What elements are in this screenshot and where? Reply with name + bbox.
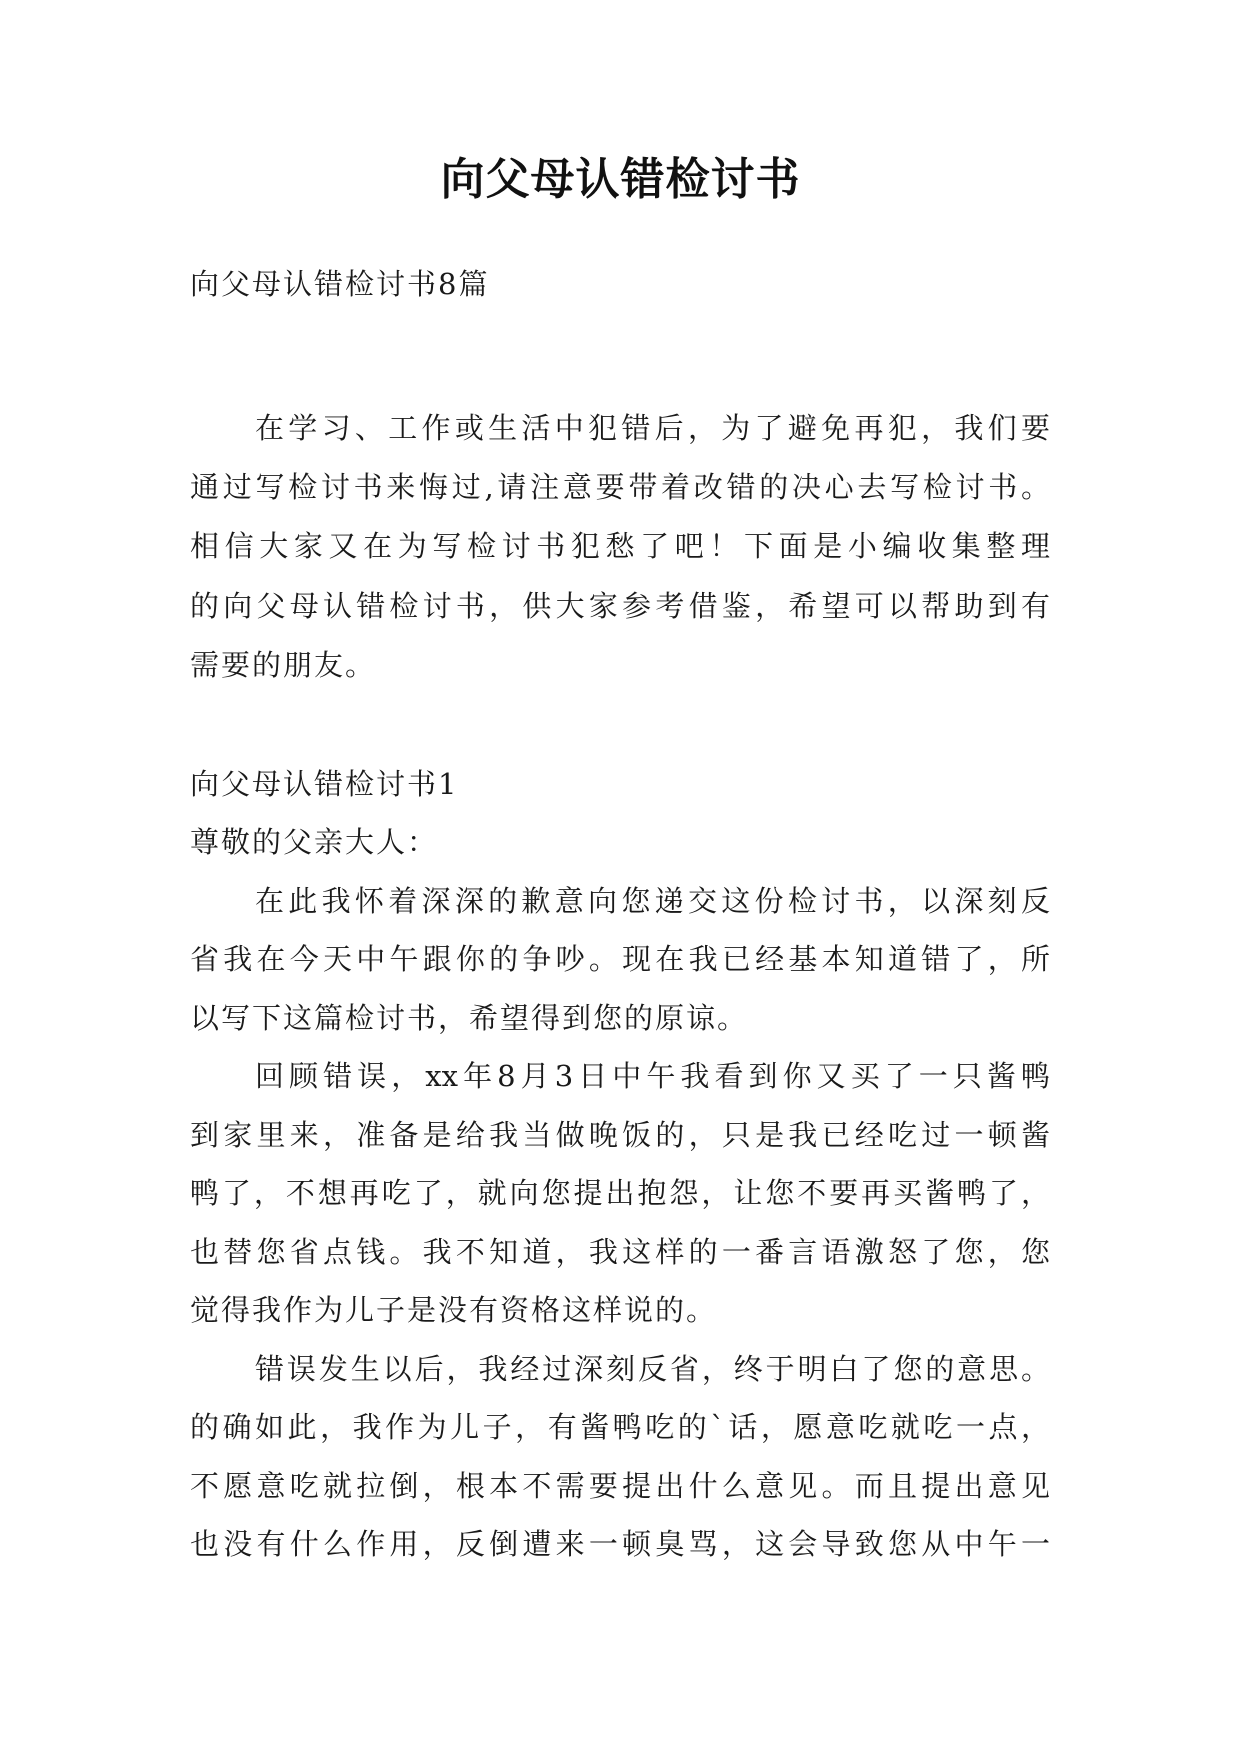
intro-line: 相信大家又在为写检讨书犯愁了吧！下面是小编收集整理 bbox=[190, 529, 1050, 563]
intro-line: 通过写检讨书来悔过,请注意要带着改错的决心去写检讨书。 bbox=[190, 470, 1050, 504]
paragraph-line: 到家里来，准备是给我当做晚饭的，只是我已经吃过一顿酱 bbox=[190, 1118, 1050, 1152]
paragraph-line: 省我在今天中午跟你的争吵。现在我已经基本知道错了，所 bbox=[190, 942, 1050, 976]
paragraph-line: 在此我怀着深深的歉意向您递交这份检讨书，以深刻反 bbox=[255, 884, 1050, 918]
paragraph-line: 以写下这篇检讨书，希望得到您的原谅。 bbox=[190, 1001, 749, 1035]
paragraph-line: 也替您省点钱。我不知道，我这样的一番言语激怒了您，您 bbox=[190, 1235, 1050, 1269]
paragraph-line: 鸭了，不想再吃了，就向您提出抱怨，让您不要再买酱鸭了， bbox=[190, 1176, 1050, 1210]
paragraph-line: 觉得我作为儿子是没有资格这样说的。 bbox=[190, 1293, 718, 1327]
paragraph-line: 错误发生以后，我经过深刻反省，终于明白了您的意思。 bbox=[255, 1352, 1050, 1386]
intro-line: 需要的朋友。 bbox=[190, 648, 377, 682]
intro-line: 在学习、工作或生活中犯错后，为了避免再犯，我们要 bbox=[255, 411, 1050, 445]
paragraph-line: 的确如此，我作为儿子，有酱鸭吃的`话，愿意吃就吃一点， bbox=[190, 1410, 1050, 1444]
paragraph-line: 回顾错误，xx年8月3日中午我看到你又买了一只酱鸭 bbox=[255, 1059, 1050, 1093]
paragraph-line: 也没有什么作用，反倒遭来一顿臭骂，这会导致您从中午一 bbox=[190, 1527, 1050, 1561]
salutation: 尊敬的父亲大人： bbox=[190, 825, 439, 859]
paragraph-line: 不愿意吃就拉倒，根本不需要提出什么意见。而且提出意见 bbox=[190, 1469, 1050, 1503]
document-title: 向父母认错检讨书 bbox=[440, 154, 801, 205]
intro-line: 的向父母认错检讨书，供大家参考借鉴，希望可以帮助到有 bbox=[190, 589, 1050, 623]
document-subtitle: 向父母认错检讨书8篇 bbox=[190, 267, 490, 301]
section-heading: 向父母认错检讨书1 bbox=[190, 767, 459, 801]
